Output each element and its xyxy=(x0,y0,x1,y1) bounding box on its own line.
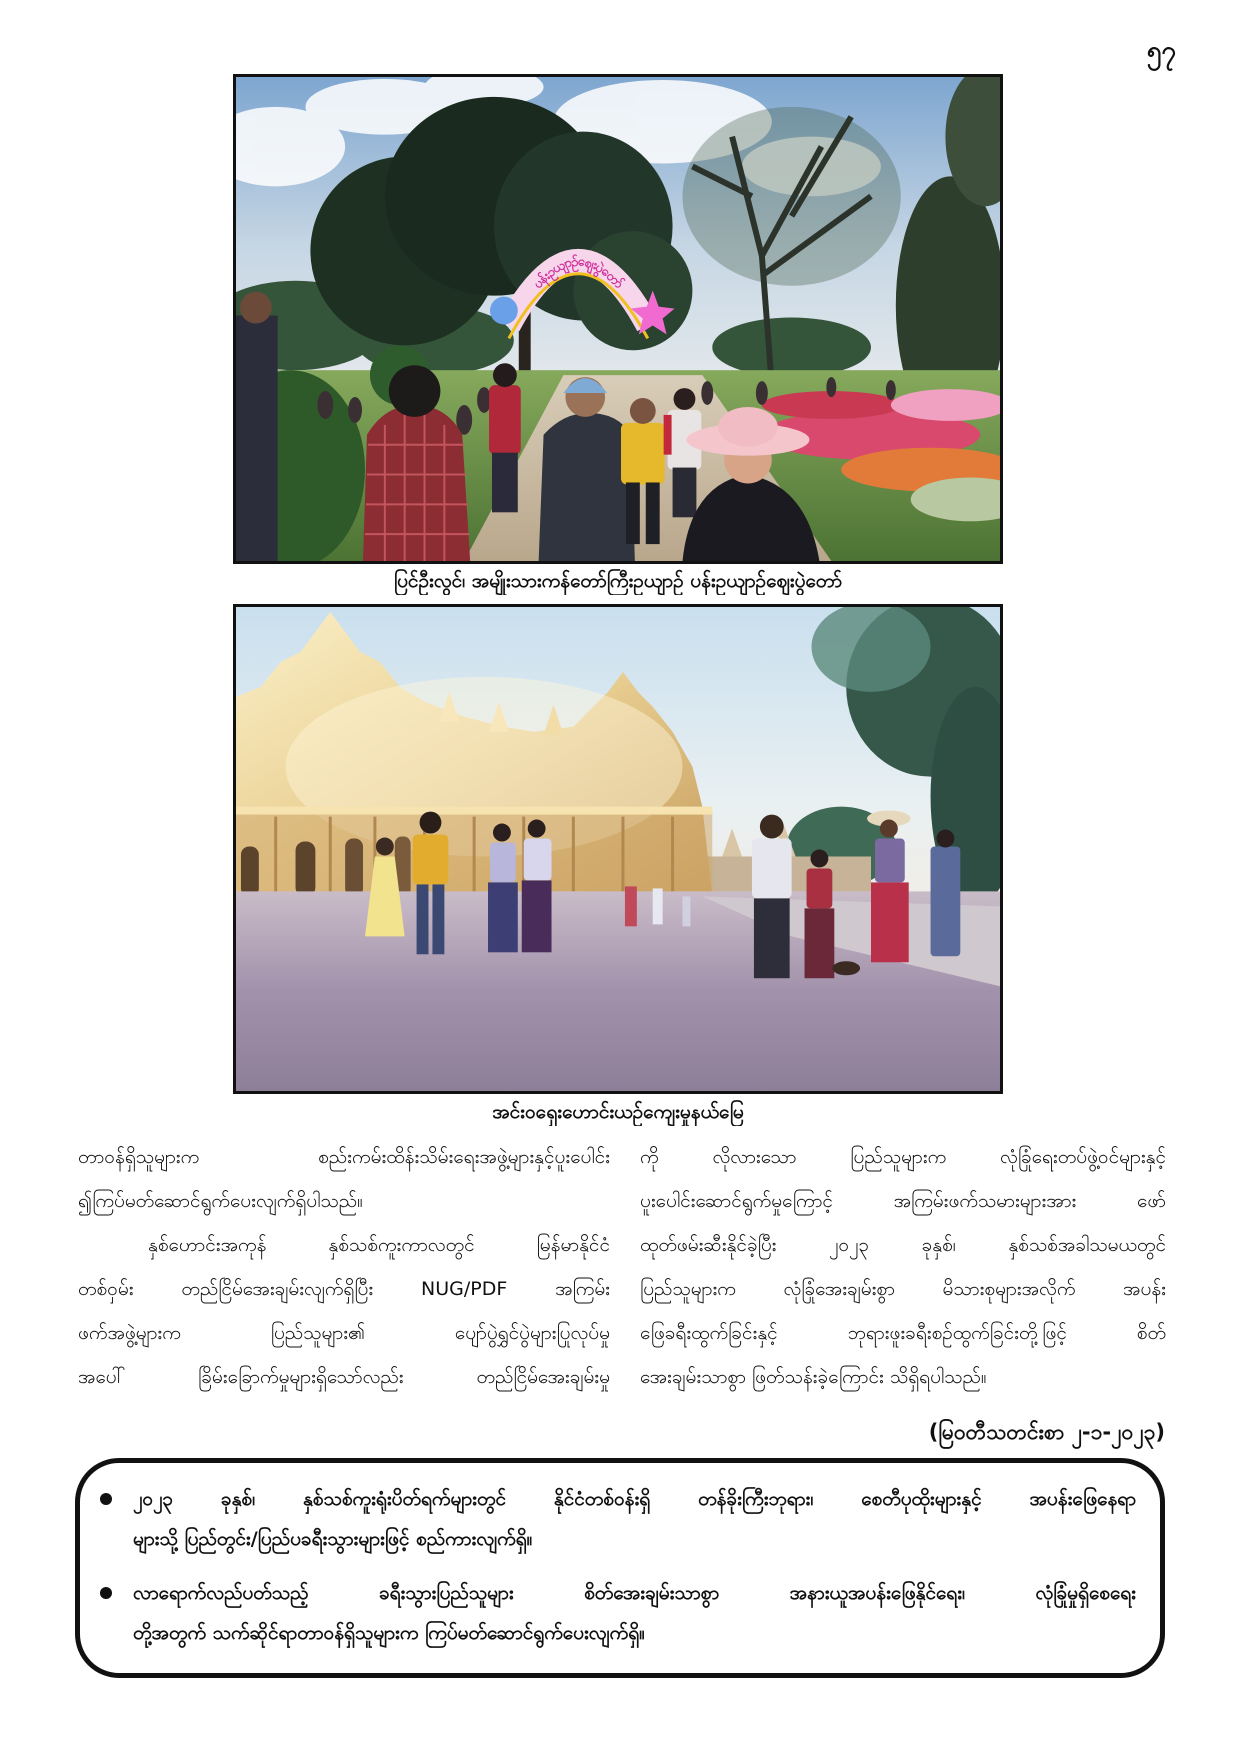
summary-bullet xyxy=(100,1573,1136,1653)
bullet-dot-icon xyxy=(100,1587,112,1599)
red-skirt xyxy=(871,882,909,962)
blue-flower-decoration xyxy=(490,297,518,325)
head xyxy=(936,830,954,848)
plaid-top xyxy=(875,839,905,883)
photo-caption-garden-festival: ပြင်ဦးလွင်၊ အမျိုးသားကန်တော်ကြီးဥယျာဉ် ပန်းဥယျာဉ်ဈေးပွဲတော် xyxy=(393,570,843,592)
leg xyxy=(646,482,660,544)
bullet-line: လာရောက်လည်ပတ်သည့် ခရီးသွားပြည်သူများ စိတ်အေးချမ်းသာစွာ အနားယူအပန်းဖြေနိုင်ရေး၊ လုံခြုံမှုရှိစေရေး xyxy=(133,1582,1136,1604)
jeans-leg xyxy=(417,884,429,954)
head xyxy=(420,812,442,834)
crowd-person xyxy=(477,387,491,413)
article-line: ပူးပေါင်းဆောင်ရွက်မှုကြောင့် အကြမ်းဖက်သမားများအား ဖော် xyxy=(640,1190,1166,1212)
tree-cluster xyxy=(712,318,871,378)
temple-doorway xyxy=(345,839,363,897)
leg xyxy=(626,482,640,544)
bullet-dot-icon xyxy=(100,1493,112,1505)
head xyxy=(240,292,272,324)
ancient-temple-photo xyxy=(233,604,1003,1094)
summary-box xyxy=(75,1458,1165,1678)
figure xyxy=(625,886,637,926)
longyi xyxy=(522,880,552,952)
body xyxy=(931,847,961,957)
temple-doorway xyxy=(241,847,259,897)
article-left-column xyxy=(78,1135,610,1399)
plaid-shirt xyxy=(363,405,470,561)
page-number: ၅၇ xyxy=(1146,36,1176,66)
woman-lavender-top xyxy=(488,824,518,953)
head xyxy=(493,824,511,842)
crowd-person xyxy=(826,377,836,397)
body xyxy=(236,316,278,561)
photo-caption-ancient-temple: အင်းဝရှေးဟောင်းယဉ်ကျေးမှုနယ်မြေ xyxy=(492,1101,744,1123)
white-top xyxy=(524,839,552,881)
crowd-person xyxy=(317,391,333,419)
garden-festival-photo xyxy=(233,74,1003,564)
legs xyxy=(673,468,697,518)
jeans-leg xyxy=(432,884,444,954)
white-shirt xyxy=(752,839,792,899)
longyi xyxy=(488,882,518,952)
man-white-shirt xyxy=(752,815,792,979)
crowd-person xyxy=(348,397,362,423)
woman-white-top xyxy=(522,820,552,953)
head xyxy=(674,388,696,410)
temple-doorway xyxy=(296,842,316,897)
crowd-person xyxy=(886,380,896,400)
figure xyxy=(682,896,690,926)
lavender-top xyxy=(490,843,516,883)
article-line: တစ်ဝှမ်း တည်ငြိမ်အေးချမ်းလျက်ရှိပြီး NUG/PDF အကြမ်း xyxy=(78,1278,610,1300)
head xyxy=(493,363,517,387)
article-line: ထုတ်ဖမ်းဆီးနိုင်ခဲ့ပြီး ၂၀၂၃ ခုနှစ်၊ နှစ်သစ်အခါသမယတွင် xyxy=(640,1234,1166,1256)
head xyxy=(528,820,546,838)
red-shirt xyxy=(489,385,521,455)
bullet-text xyxy=(133,1573,1136,1653)
bullet-line: များသို့ ပြည်တွင်း/ပြည်ပခရီးသွားများဖြင့် စည်ကားလျက်ရှိ။ xyxy=(133,1528,533,1550)
article-line: ဖြေခရီးထွက်ခြင်းနှင့် ဘုရားဖူးခရီးစဉ်ထွက်ခြင်းတို့ဖြင့် စိတ် xyxy=(640,1322,1166,1344)
yellow-shirt xyxy=(413,835,449,885)
person-right-edge xyxy=(931,830,961,957)
head xyxy=(376,838,394,856)
article-line: ဖက်အဖွဲ့များက ပြည်သူများ၏ ပျော်ပွဲရွှင်ပွဲများပြုလုပ်မှု xyxy=(78,1322,610,1344)
head xyxy=(760,815,784,839)
ancient-temple-photo-image xyxy=(236,607,1000,1091)
article-line: ၍ကြပ်မတ်ဆောင်ရွက်ပေးလျက်ရှိပါသည်။ xyxy=(78,1190,363,1212)
article-right-column xyxy=(640,1135,1166,1399)
crowd-person xyxy=(756,381,768,405)
head xyxy=(880,820,898,838)
summary-bullet xyxy=(100,1479,1136,1559)
article-line: အပေါ် ခြိမ်းခြောက်မှုများရှိသော်လည်း တည်ငြိမ်အေးချမ်းမှု xyxy=(78,1366,610,1388)
dark-jacket xyxy=(539,413,635,561)
temple-cornice xyxy=(236,807,712,815)
head xyxy=(810,849,828,867)
head xyxy=(389,365,441,417)
article-source: (မြဝတီသတင်းစာ ၂-၁-၂၀၂၃) xyxy=(928,1420,1165,1444)
dog xyxy=(832,961,860,975)
red-top xyxy=(807,868,833,908)
bullet-line: ၂၀၂၃ ခုနှစ်၊ နှစ်သစ်ကူးရုံးပိတ်ရက်များတွင် နိုင်ငံတစ်ဝန်းရှိ တန်ခိုးကြီးဘုရား၊ စေတီပုထိုးများနှင့် အပန်းဖြေနေရာ xyxy=(133,1488,1136,1510)
article-line: တာဝန်ရှိသူများက စည်းကမ်းထိန်းသိမ်းရေးအဖွဲ့များနှင့်ပူးပေါင်း xyxy=(78,1146,610,1168)
crowd-person xyxy=(701,381,713,405)
red-stripe xyxy=(664,415,672,455)
garden-festival-photo-image xyxy=(236,77,1000,561)
person-red-shirt xyxy=(489,363,521,512)
article-line: ပြည်သူများက လုံခြုံအေးချမ်းစွာ မိသားစုများအလိုက် အပန်း xyxy=(640,1278,1166,1300)
article-line: အေးချမ်းသာစွာ ဖြတ်သန်းခဲ့ကြောင်း သိရှိရပါသည်။ xyxy=(640,1366,987,1388)
article-line: ကို လိုလားသော ပြည်သူများက လုံခြုံရေးတပ်ဖွဲ့ဝင်များနှင့် xyxy=(640,1146,1166,1168)
yellow-shirt xyxy=(621,423,665,485)
longyi xyxy=(805,908,835,978)
legs xyxy=(492,453,518,513)
longyi xyxy=(754,898,790,978)
head xyxy=(630,398,656,424)
article-line: နှစ်ဟောင်းအကုန် နှစ်သစ်ကူးကာလတွင် မြန်မာနိုင်ငံ xyxy=(148,1234,610,1256)
bullet-text xyxy=(133,1479,1136,1559)
arch-sign-text: ပန်းဥယျာဉ်ဈေးပွဲတော် xyxy=(530,253,627,292)
person-dark-shirt-left xyxy=(236,292,278,561)
figure xyxy=(653,888,663,924)
bullet-line: တို့အတွက် သက်ဆိုင်ရာတာဝန်ရှိသူများက ကြပ်မတ်ဆောင်ရွက်ပေးလျက်ရှိ။ xyxy=(133,1622,645,1644)
woman-red-top xyxy=(805,849,835,978)
pink-hat-crown xyxy=(718,407,778,447)
